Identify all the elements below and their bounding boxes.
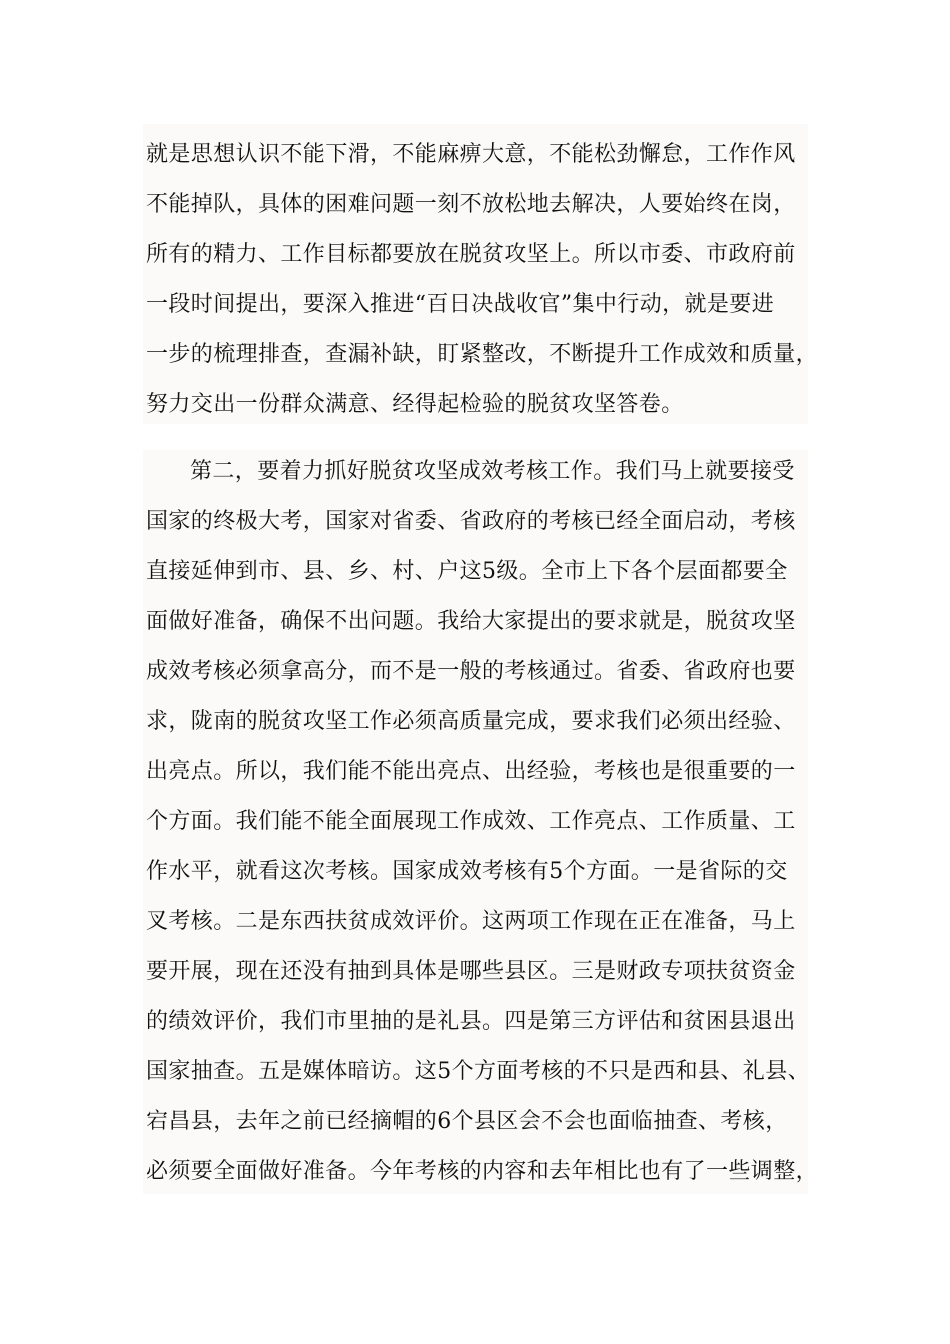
- text-line: 国家的终极大考，国家对省委、省政府的考核已经全面启动，考核: [146, 509, 796, 534]
- text-line: 必须要全面做好准备。今年考核的内容和去年相比也有了一些调整，: [146, 1159, 819, 1184]
- text-line: 国家抽查。五是媒体暗访。这5个方面考核的不只是西和县、礼县、: [146, 1059, 810, 1084]
- text-line: 个方面。我们能不能全面展现工作成效、工作亮点、工作质量、工: [146, 809, 796, 834]
- text-line: 求，陇南的脱贫攻坚工作必须高质量完成，要求我们必须出经验、: [146, 709, 796, 734]
- text-line: 直接延伸到市、县、乡、村、户这5级。全市上下各个层面都要全: [146, 559, 788, 584]
- text-line: 所有的精力、工作目标都要放在脱贫攻坚上。所以市委、市政府前: [146, 242, 796, 267]
- text-line: 的绩效评价，我们市里抽的是礼县。四是第三方评估和贫困县退出: [146, 1009, 796, 1034]
- text-line: 成效考核必须拿高分，而不是一般的考核通过。省委、省政府也要: [146, 659, 796, 684]
- paragraph-2: [143, 450, 819, 1194]
- text-line: 就是思想认识不能下滑，不能麻痹大意，不能松劲懈怠，工作作风: [146, 142, 796, 167]
- text-line: 一步的梳理排查，查漏补缺，盯紧整改，不断提升工作成效和质量，: [146, 342, 819, 367]
- text-line: 作水平，就看这次考核。国家成效考核有5个方面。一是省际的交: [146, 859, 788, 884]
- text-line: 要开展，现在还没有抽到具体是哪些县区。三是财政专项扶贫资金: [146, 959, 796, 984]
- paragraph-1: [143, 124, 819, 424]
- text-line: 努力交出一份群众满意、经得起检验的脱贫攻坚答卷。: [146, 392, 684, 417]
- text-line-indented: 第二，要着力抓好脱贫攻坚成效考核工作。我们马上就要接受: [190, 459, 795, 484]
- text-line: 宕昌县，去年之前已经摘帽的6个县区会不会也面临抽查、考核，: [146, 1109, 788, 1134]
- text-line: 一段时间提出，要深入推进“百日决战收官”集中行动，就是要进: [146, 292, 775, 317]
- text-line: 不能掉队，具体的困难问题一刻不放松地去解决，人要始终在岗，: [146, 192, 796, 217]
- text-line: 面做好准备，确保不出问题。我给大家提出的要求就是，脱贫攻坚: [146, 609, 796, 634]
- text-line: 出亮点。所以，我们能不能出亮点、出经验，考核也是很重要的一: [146, 759, 796, 784]
- text-line: 叉考核。二是东西扶贫成效评价。这两项工作现在正在准备，马上: [146, 909, 796, 934]
